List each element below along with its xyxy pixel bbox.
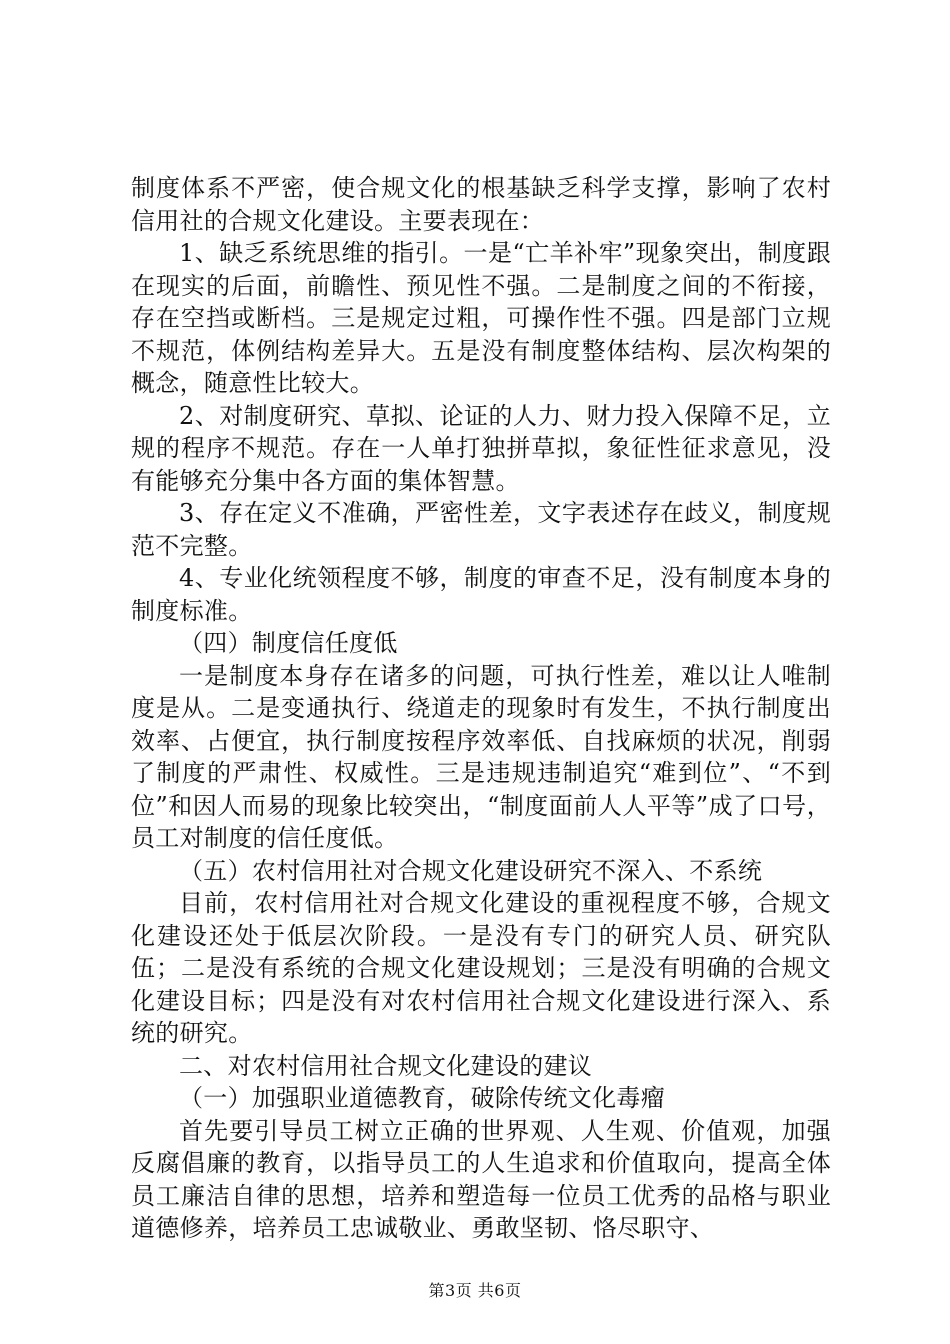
section-heading-part-2: 二、对农村信用社合规文化建设的建议 (179, 1051, 593, 1080)
paragraph-2: 1、缺乏系统思维的指引。一是“亡羊补牢”现象突出，制度跟在现实的后面，前瞻性、预见性不强。二是制度之间的不衔接，存在空挡或断档。三是规定过粗，可操作性不强。四是部门立规不规范，体例结构差异大。五是没有制度整体结构、层次构架的概念，随意性比较大。 (131, 239, 831, 397)
document-body (131, 172, 831, 1245)
paragraph-7: 目前，农村信用社对合规文化建设的重视程度不够，合规文化建设还处于低层次阶段。一是没有专门的研究人员、研究队伍；二是没有系统的合规文化建设规划；三是没有明确的合规文化建设目标；四是没有对农村信用社合规文化建设进行深入、系统的研究。 (131, 889, 831, 1047)
paragraph-3: 2、对制度研究、草拟、论证的人力、财力投入保障不足，立规的程序不规范。存在一人单打独拼草拟，象征性征求意见，没有能够充分集中各方面的集体智慧。 (131, 401, 831, 495)
section-heading-5: （五）农村信用社对合规文化建设研究不深入、不系统 (179, 856, 763, 885)
paragraph-5: 4、专业化统领程度不够，制度的审查不足，没有制度本身的制度标准。 (131, 564, 831, 625)
section-heading-4: （四）制度信任度低 (179, 629, 398, 657)
paragraph-1: 制度体系不严密，使合规文化的根基缺乏科学支撑，影响了农村信用社的合规文化建设。主要表现在： (131, 174, 831, 235)
paragraph-8: 首先要引导员工树立正确的世界观、人生观、价值观，加强反腐倡廉的教育，以指导员工的人生追求和价值取向，提高全体员工廉洁自律的思想，培养和塑造每一位员工优秀的品格与职业道德修养，培养员工忠诚敬业、勇敢坚韧、恪尽职守、 (131, 1116, 831, 1242)
paragraph-4: 3、存在定义不准确，严密性差，文字表述存在歧义，制度规范不完整。 (131, 499, 831, 560)
section-heading-part-2-1: （一）加强职业道德教育，破除传统文化毒瘤 (179, 1084, 665, 1112)
paragraph-6: 一是制度本身存在诸多的问题，可执行性差，难以让人唯制度是从。二是变通执行、绕道走的现象时有发生，不执行制度出效率、占便宜，执行制度按程序效率低、自找麻烦的状况，削弱了制度的严肃性、权威性。三是违规违制追究“难到位”、“不到位”和因人而易的现象比较突出，“制度面前人人平等”成了口号，员工对制度的信任度低。 (131, 661, 831, 852)
page-number-footer: 第3页 共6页 (428, 1281, 522, 1300)
